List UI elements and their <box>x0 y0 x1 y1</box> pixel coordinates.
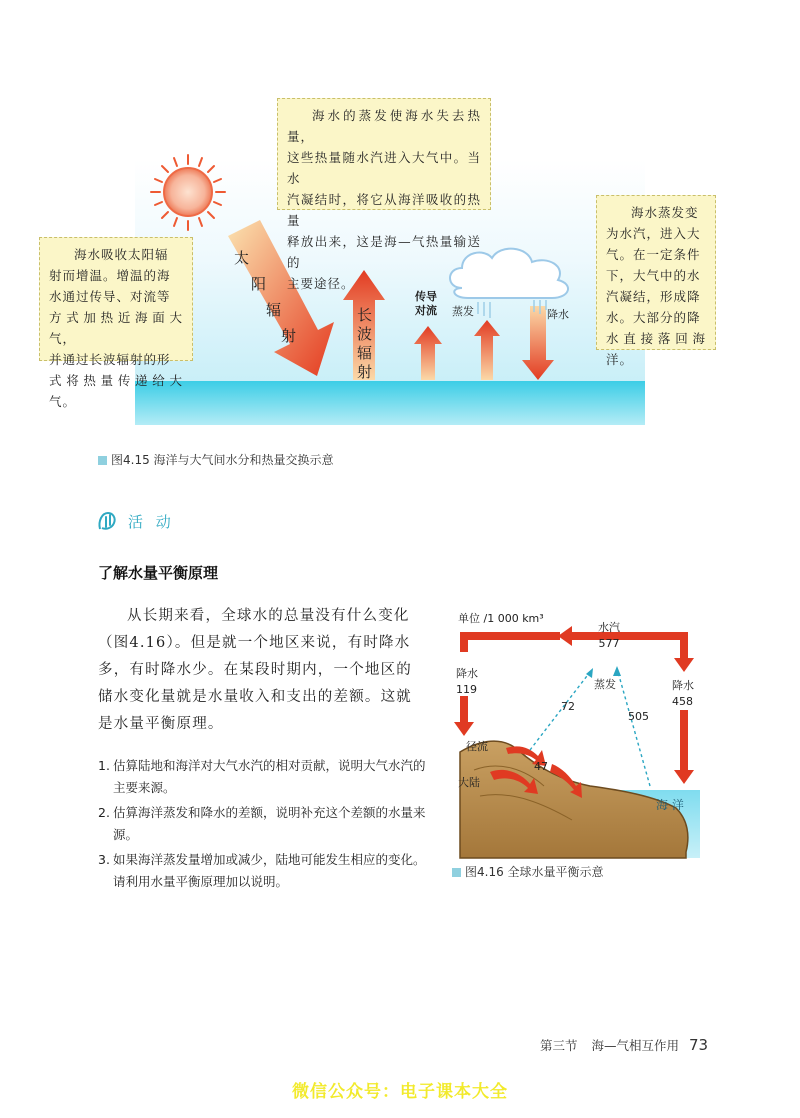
runoff-value: 47 <box>534 760 548 773</box>
note-water-vapor: 海水蒸发变 为水汽，进入大 气。在一定条件 下，大气中的水 汽凝结，形成降 水。大部分的降 水直接落回海洋。 <box>596 195 716 350</box>
runoff-label: 径流 <box>466 740 488 753</box>
continent-area <box>460 741 688 858</box>
sea-surface <box>135 381 645 425</box>
continent-label: 大陆 <box>458 776 480 789</box>
footer-section: 第三节 <box>540 1038 578 1053</box>
activity-header <box>96 509 175 533</box>
figure-4-16 <box>440 600 720 860</box>
note-solar-absorption: 海水吸收太阳辐 射而增温。增温的海 水通过传导、对流等 方式加热近海面大气， 并通过长波辐射的形 式将热量传递给大气。 <box>39 237 193 361</box>
watermark: 微信公众号：电子课本大全 <box>292 1082 508 1102</box>
evaporation-arrows <box>530 672 650 786</box>
activity-label: 活 动 <box>128 512 175 531</box>
evaporation-label: 蒸发 <box>594 678 616 691</box>
conduction-convection-label: 传导 对流 <box>415 290 437 317</box>
section-title: 了解水量平衡原理 <box>98 564 219 582</box>
figure-4-15-caption: 图4.15 海洋与大气间水分和热量交换示意 <box>98 451 334 468</box>
list-item: 1. 估算陆地和海洋对大气水汽的相对贡献，说明大气水汽的主要来源。 <box>98 758 426 795</box>
precipitation-label: 降水 <box>547 308 569 321</box>
page-footer <box>540 1036 708 1054</box>
note-evaporation-heat: 海水的蒸发使海水失去热量， 这些热量随水汽进入大气中。当水 汽凝结时，将它从海洋吸收的热量 释放出来，这是海—气热量输送的 主要途径。 <box>277 98 491 210</box>
figure-4-16-caption: 图4.16 全球水量平衡示意 <box>452 863 604 880</box>
water-balance-diagram <box>440 600 720 860</box>
footer-chapter: 海—气相互作用 <box>591 1038 680 1053</box>
figure-4-15: 太 阳 辐 射 长 波 辐 射 传导 对流 蒸发 降水 海水的蒸发使海水失去热量， 这些热量随水汽进入大气中。当水 汽凝结时，将它从海洋吸收的热量 释放出来，这是海—气热量输送的 主要途径。 海水吸收太阳辐 射而增温。增温的海 水通过传导、对流等 方式加热近海面大气， 并通过长波辐射的形 式将热量传递给大气。 海水蒸发变 为水汽，进入大 气。在一定条件 下，大气中的水 汽凝结，形成降 水。大部分的降 水直接落回海洋。 图4.15 海洋与大气间水分和热量交换示意 <box>0 0 800 470</box>
list-item: 3. 如果海洋蒸发量增加或减少，陆地可能发生相应的变化。请利用水量平衡原理加以说明。 <box>98 852 426 889</box>
unit-label: 单位 /1 000 km³ <box>458 612 544 625</box>
caption-square-icon <box>98 456 107 465</box>
page-number: 73 <box>689 1036 709 1054</box>
caption-square-icon <box>452 868 461 877</box>
task-list <box>98 755 428 896</box>
sea-precipitation-label: 降水 458 <box>672 679 694 708</box>
land-evaporation-value: 72 <box>561 700 575 713</box>
sea-evaporation-value: 505 <box>628 710 649 723</box>
evaporation-label: 蒸发 <box>452 305 474 318</box>
vapor-transport-arrow <box>558 626 684 646</box>
vapor-label: 水汽 577 <box>598 621 620 650</box>
activity-icon <box>96 509 122 533</box>
list-item: 2. 估算海洋蒸发和降水的差额，说明补充这个差额的水量来源。 <box>98 805 426 842</box>
ocean-label: 海 洋 <box>656 798 684 812</box>
body-paragraph: 从长期来看，全球水的总量没有什么变化 （图4.16）。但是就一个地区来说，有时降水 多，有时降水少。在某段时期内，一个地区的 储水变化量就是水量收入和支出的差额。这就 是水量平衡原理。 <box>98 608 412 732</box>
land-precipitation-label: 降水 119 <box>456 667 478 696</box>
